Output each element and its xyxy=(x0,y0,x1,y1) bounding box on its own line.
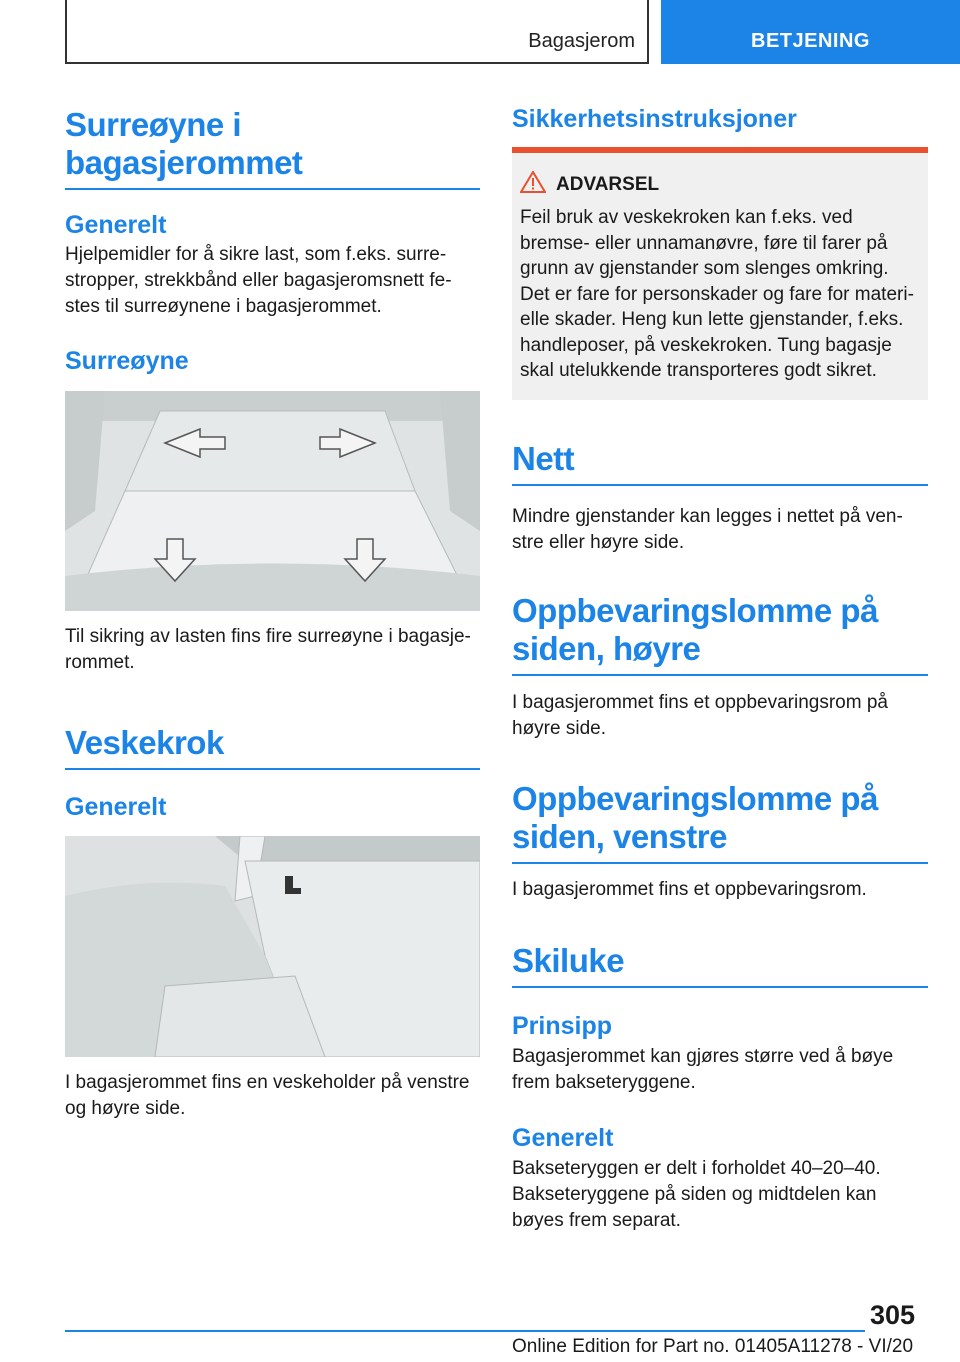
page-number: 305 xyxy=(870,1300,916,1330)
paragraph-prinsipp: Bagasjerommet kan gjøres større ved å bøye frem bakseteryggene. xyxy=(512,1046,894,1093)
footer-edition: Online Edition for Part no. 01405A11278 - VI/20 xyxy=(512,1336,914,1357)
heading-surreoyne-bagasjerom: Surreøyne i bagasjerommet xyxy=(65,106,480,190)
subheading-generelt-1: Generelt xyxy=(65,211,167,239)
subheading-surreoyne: Surreøyne xyxy=(65,347,189,375)
paragraph-pocket-left: I bagasjerommet fins et oppbevaringsrom. xyxy=(512,879,867,900)
bag-hook-image xyxy=(65,836,480,1057)
paragraph-generelt-3: Bakseteryggen er delt i forholdet 40–20–40. Bakseteryggene på siden og midtdelen kan bøyes frem separat. xyxy=(512,1158,881,1231)
paragraph-generelt-1: Hjelpemidler for å sikre last, som f.eks. surrestropper, strekkbånd eller bagasjeromsnett festes til surreøynene i bagasjerommet. xyxy=(65,244,452,317)
bag-hook-illustration xyxy=(65,836,480,1057)
warning-header xyxy=(520,171,920,199)
paragraph-nett: Mindre gjenstander kan legges i nettet på venstre eller høyre side. xyxy=(512,506,903,553)
subheading-prinsipp: Prinsipp xyxy=(512,1012,613,1040)
paragraph-pocket-right: I bagasjerommet fins et oppbevaringsrom på høyre side. xyxy=(512,692,888,739)
heading-veskekrok: Veskekrok xyxy=(65,724,480,770)
header-chapter-label: BETJENING xyxy=(751,29,870,52)
heading-pocket-right: Oppbevaringslomme på siden, høyre xyxy=(512,592,928,676)
header-section-title: Bagasjerom xyxy=(528,30,635,52)
subheading-generelt-2: Generelt xyxy=(65,793,167,821)
trunk-lashing-eyes-image xyxy=(65,391,480,611)
subheading-generelt-3: Generelt xyxy=(512,1124,614,1152)
paragraph-veskekrok: I bagasjerommet fins en veskeholder på venstre og høyre side. xyxy=(65,1072,470,1119)
heading-skiluke: Skiluke xyxy=(512,942,928,988)
warning-box xyxy=(512,147,928,400)
warning-label: ADVARSEL xyxy=(556,174,660,195)
header-chapter-tab xyxy=(661,0,960,64)
warning-triangle-icon xyxy=(520,171,546,199)
warning-text: Feil bruk av veskekroken kan f.eks. ved bremse- eller unnamanøvre, føre til farer på grunn av gjenstander som slenges omkring. Det er fare for personskader og fare for materielle skader. Heng kun lette gjenstander, f.eks. handleposer, på veskekroken. Tung bagasje skal utelukkende transporteres godt sikret. xyxy=(520,207,914,381)
heading-sikkerhetsinstruksjoner: Sikkerhetsinstruksjoner xyxy=(512,105,797,133)
paragraph-surreoyne: Til sikring av lasten fins fire surreøyne i bagasjerommet. xyxy=(65,626,471,673)
footer-rule xyxy=(65,1330,865,1332)
trunk-illustration xyxy=(65,391,480,611)
heading-pocket-left: Oppbevaringslomme på siden, venstre xyxy=(512,780,928,864)
heading-nett: Nett xyxy=(512,440,928,486)
